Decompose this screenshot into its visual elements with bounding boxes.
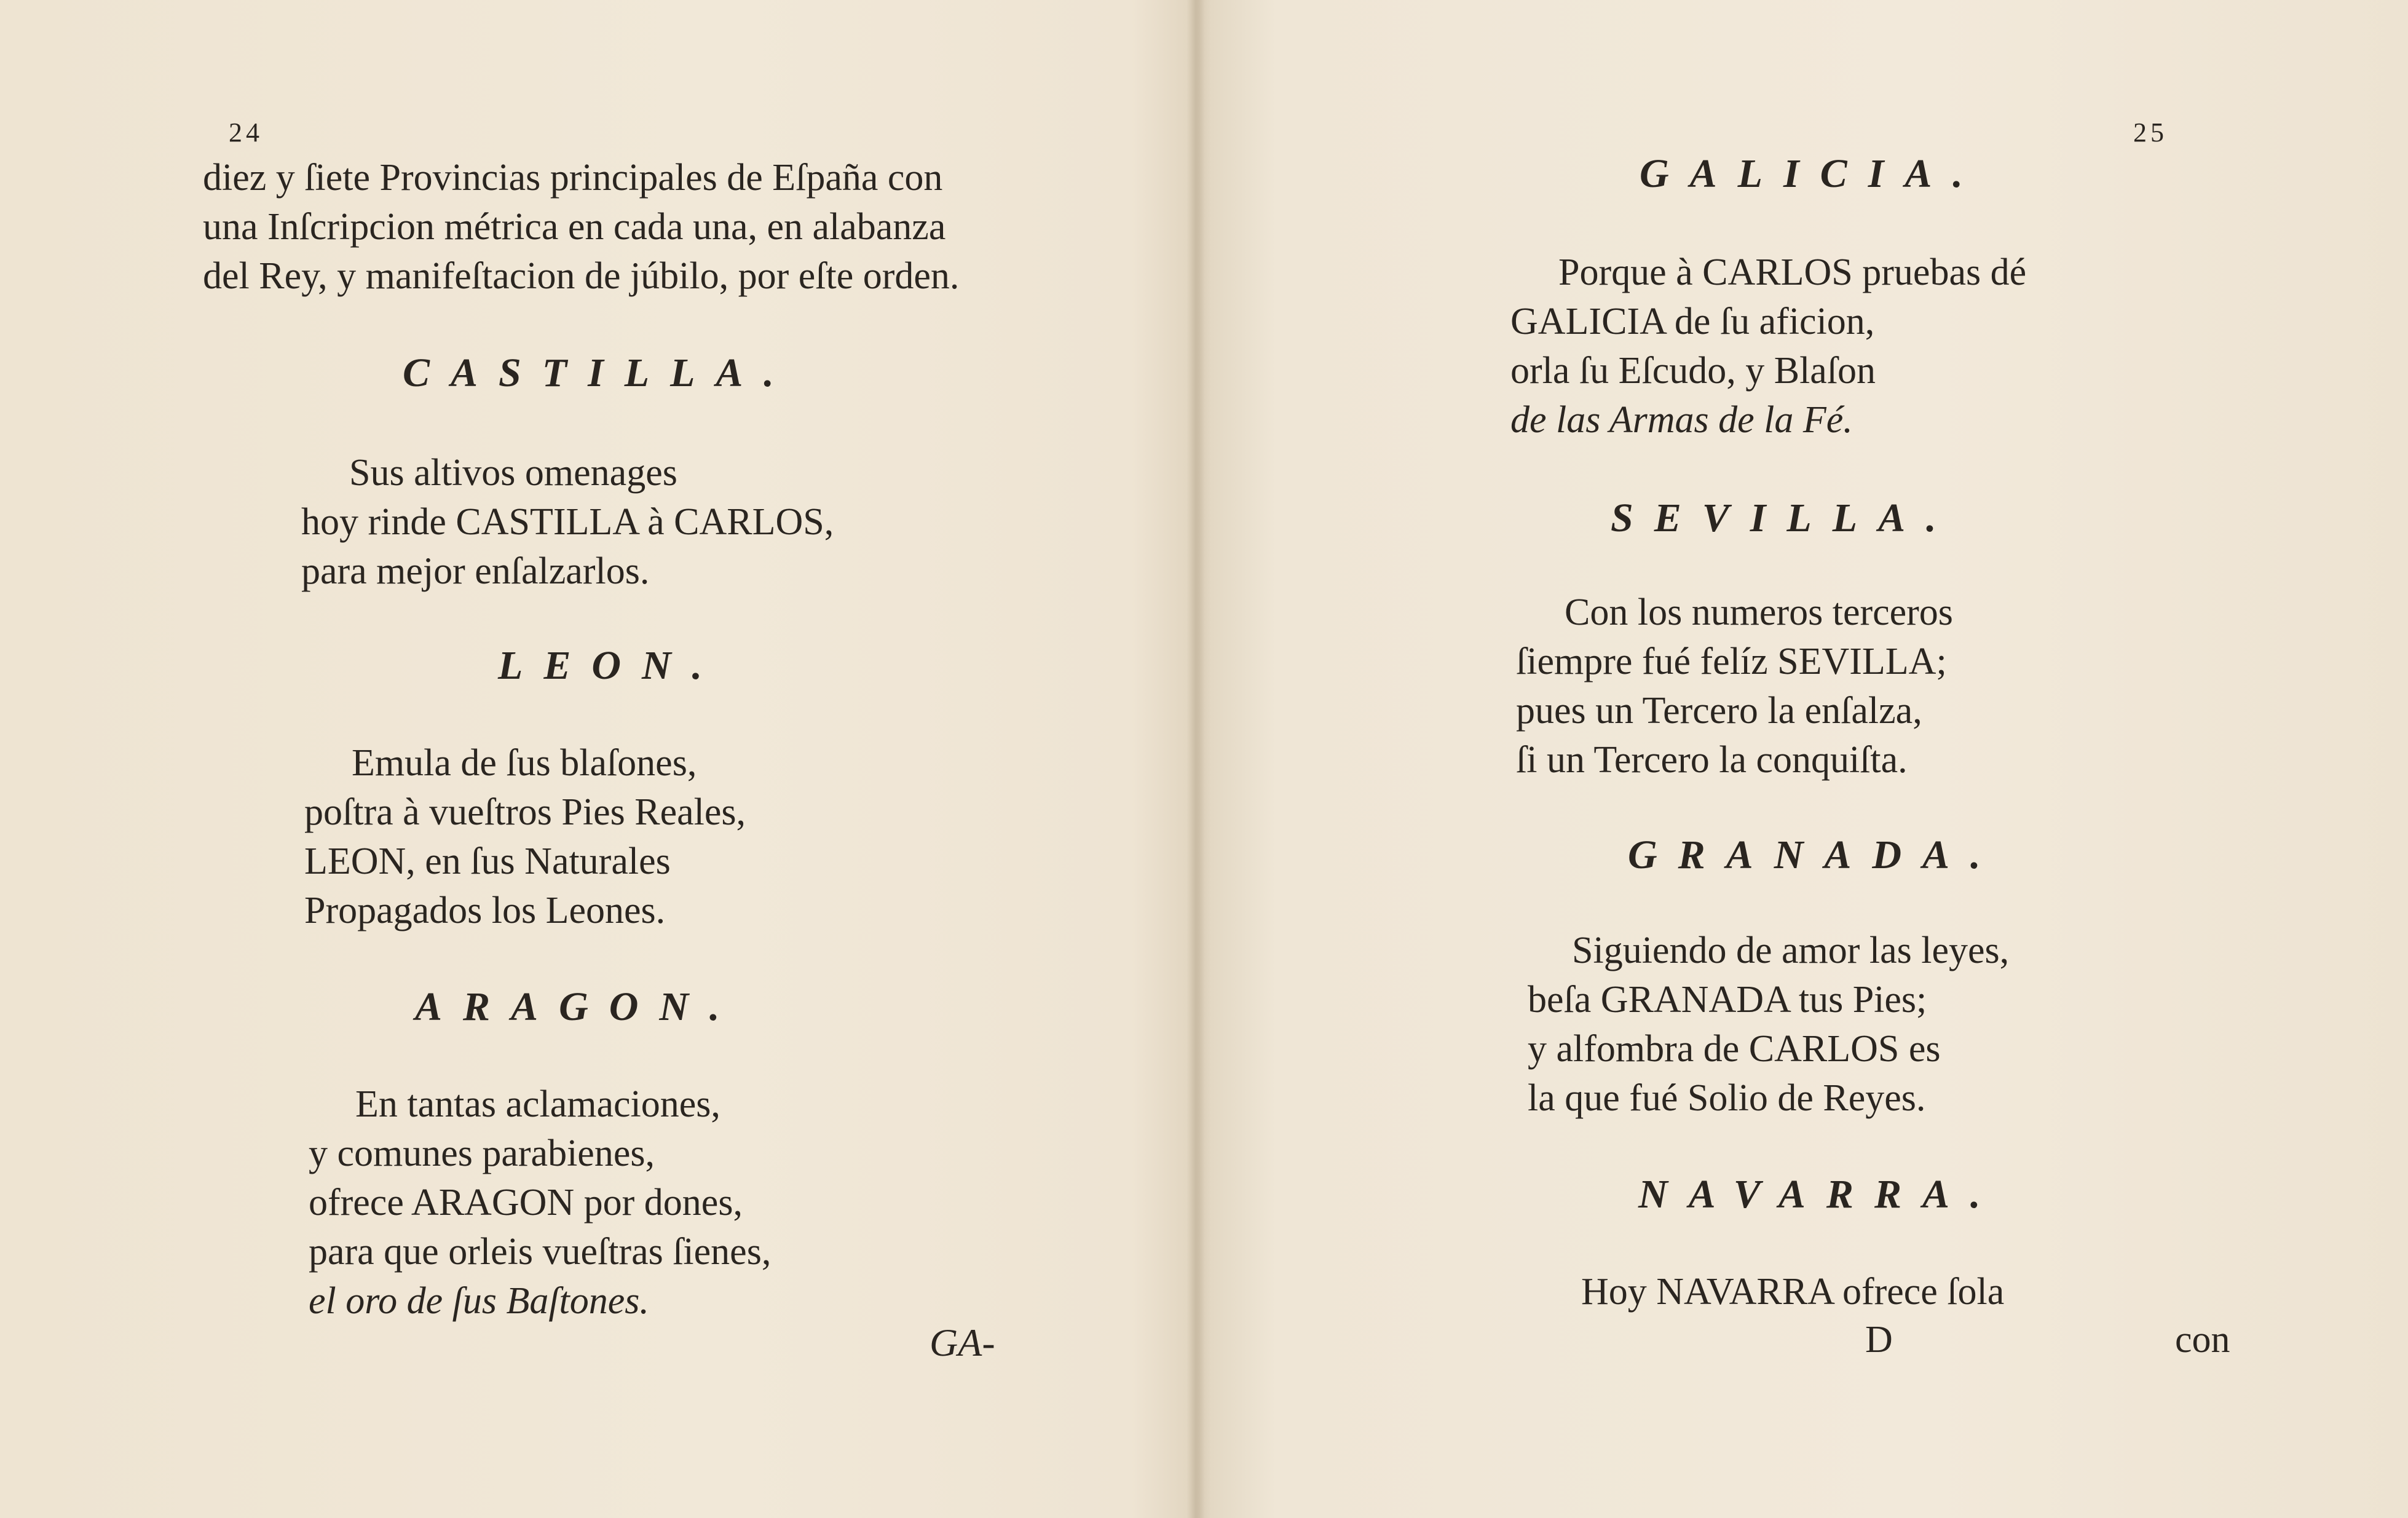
right-page (1205, 0, 2408, 1518)
verse-line: beſa GRANADA tus Pies; (1528, 979, 1927, 1021)
verse-line: la que fué Solio de Reyes. (1528, 1077, 1926, 1119)
verse-line: ſi un Tercero la conquiſta. (1516, 739, 1908, 781)
verse-line: GALICIA de ſu aficion, (1510, 301, 1875, 342)
section-heading-castilla: CASTILLA. (403, 350, 795, 395)
verse-line: orla ſu Eſcudo, y Blaſon (1510, 350, 1876, 392)
section-heading-navarra: NAVARRA. (1638, 1172, 2002, 1217)
verse-line: Siguiendo de amor las leyes, (1572, 930, 2010, 971)
catchword: GA- (930, 1321, 995, 1364)
page-number: 25 (2133, 117, 2168, 148)
page-number: 24 (229, 117, 263, 148)
verse-line: Hoy NAVARRA ofrece ſola (1581, 1271, 2005, 1313)
verse-line: hoy rinde CASTILLA à CARLOS, (301, 501, 834, 543)
left-page (0, 0, 1196, 1518)
intro-line: una Inſcripcion métrica en cada una, en alabanza (203, 206, 946, 248)
section-heading-sevilla: SEVILLA. (1611, 496, 1957, 540)
verse-line: y alfombra de CARLOS es (1528, 1028, 1941, 1070)
verse-line: Porque à CARLOS pruebas dé (1558, 251, 2027, 293)
verse-line: Emula de ſus blaſones, (352, 742, 697, 784)
section-heading-galicia: GALICIA. (1640, 151, 1984, 196)
section-heading-leon: LEON. (498, 643, 724, 688)
verse-line: LEON, en ſus Naturales (304, 840, 671, 882)
verse-line: Con los numeros terceros (1565, 591, 1953, 633)
intro-line: del Rey, y manifeſtacion de júbilo, por eſte orden. (203, 255, 960, 297)
verse-line: pues un Tercero la enſalza, (1516, 690, 1922, 732)
verse-line: y comunes parabienes, (309, 1133, 655, 1174)
verse-line: En tantas aclamaciones, (355, 1083, 720, 1125)
section-heading-aragon: ARAGON. (415, 984, 741, 1029)
verse-line: para que orleis vueſtras ſienes, (309, 1231, 772, 1273)
verse-line: ofrece ARAGON por dones, (309, 1182, 743, 1223)
catchword: con (2175, 1319, 2230, 1361)
verse-line: Sus altivos omenages (349, 452, 677, 494)
verse-line: para mejor enſalzarlos. (301, 550, 650, 592)
intro-line: diez y ſiete Provincias principales de Eſpaña con (203, 157, 943, 199)
verse-line: ſiempre fué felíz SEVILLA; (1516, 641, 1947, 682)
signature-mark: D (1865, 1319, 1893, 1361)
verse-line: poſtra à vueſtros Pies Reales, (304, 791, 746, 833)
verse-line: de las Armas de la Fé. (1510, 399, 1853, 441)
verse-line: Propagados los Leones. (304, 890, 666, 931)
section-heading-granada: GRANADA. (1628, 832, 2002, 877)
verse-line: el oro de ſus Baſtones. (309, 1280, 649, 1322)
